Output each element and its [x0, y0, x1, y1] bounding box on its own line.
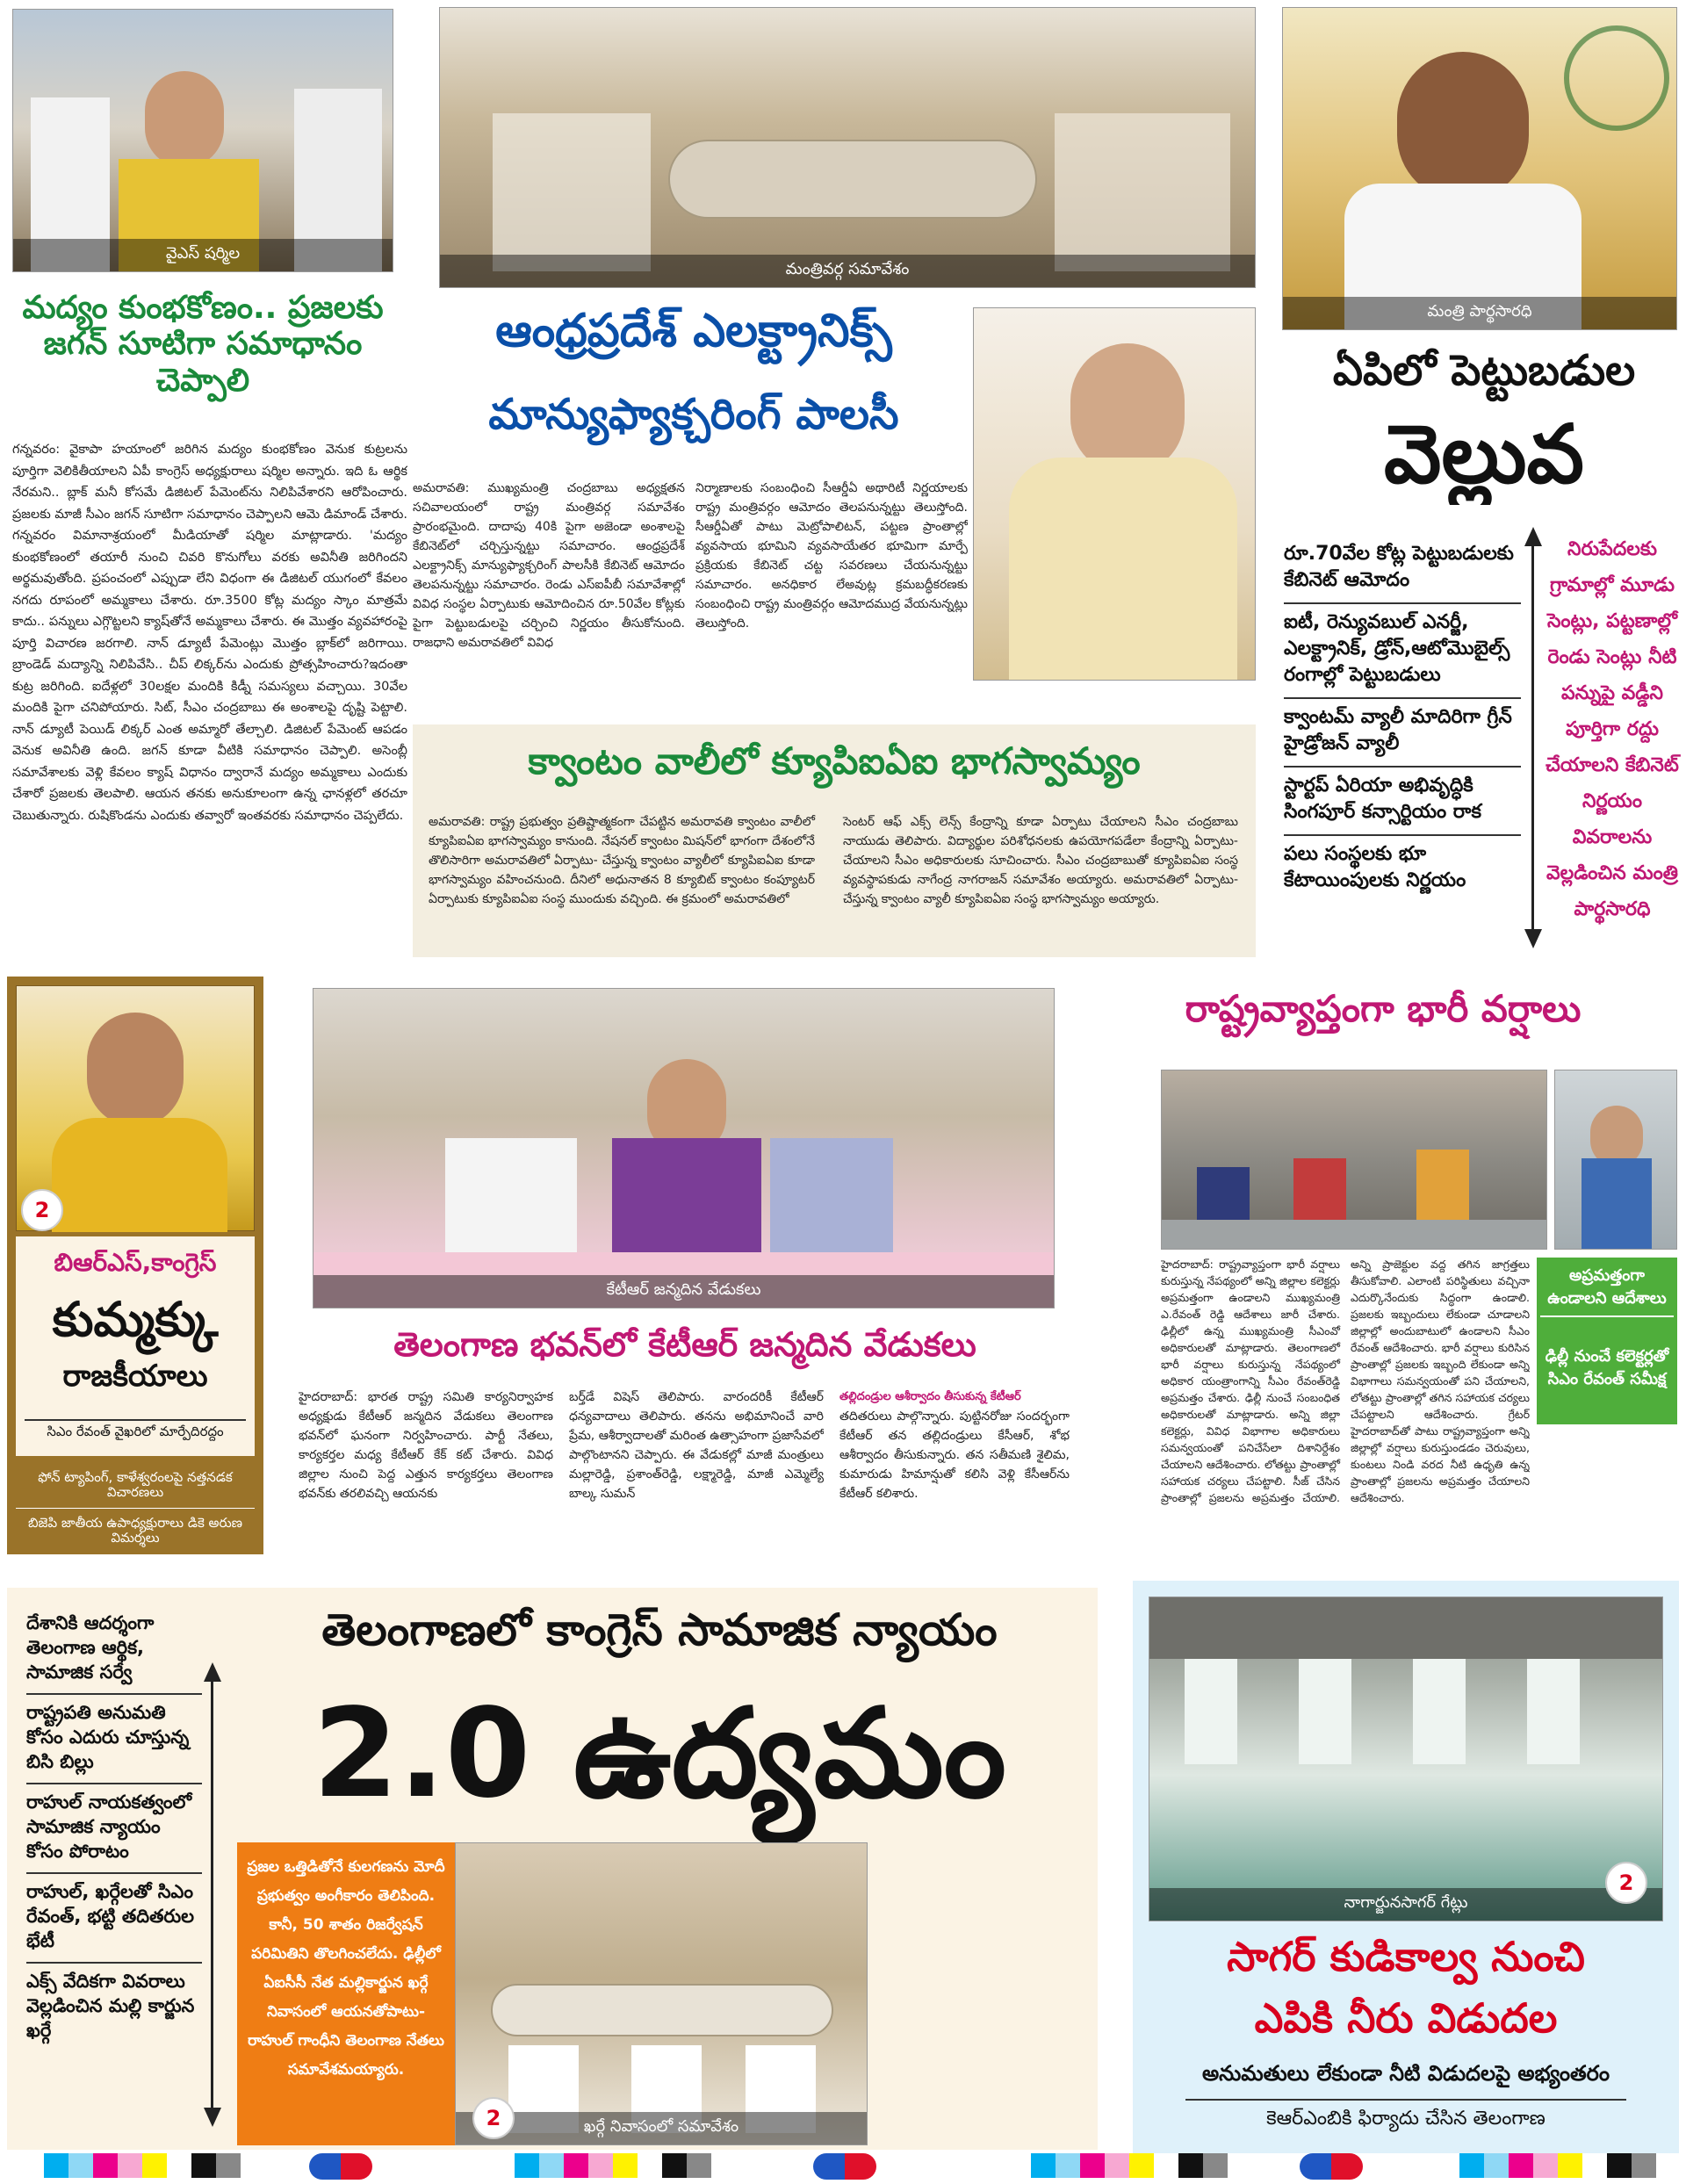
electronics-headline-2: మాన్యుఫ్యాక్చరింగ్ పాలసీ	[488, 391, 899, 439]
investment-points	[1284, 536, 1521, 957]
photo-caption: నాగార్జునసాగర్ గేట్లు	[1149, 1888, 1662, 1921]
investment-headline-1: ఏపిలో పెట్టుబడుల	[1332, 347, 1636, 395]
photo-caption: మంత్రివర్గ సమావేశం	[440, 255, 1255, 287]
brs-headline-2: కుమ్మక్కు	[52, 1292, 219, 1347]
arrow-up-icon	[1524, 527, 1542, 546]
minister-photo	[1282, 7, 1677, 330]
page-ref-badge: 2	[21, 1189, 63, 1231]
quantum-col2: సెంటర్ ఆఫ్ ఎక్స్ లెన్స్ కేంద్రాన్ని కూడా ఏర్పాటు చేయాలని సీఎం చంద్రబాబు నాయుడు తెలిపారు. విద్యార్థుల పరిశోధనలకు ఉపయోగపడేలా కేంద్రాన్ని ఏర్పాటు- చేయాలని సీఎం అధికారులకు సూచించారు. సీఎం చంద్రబాబుతో క్యూపిఐఏఐ సంస్థ వ్యవస్థాపకుడు నాగేంద్ర నాగరాజన్ సమావేశం అయ్యారు. అమరావతిలో ఏర్పాటు- చేస్తున్న క్వాంటం వ్యాలీ క్యూపిఐఏఐ సంస్థ భాగస్వామ్యం అయ్యారు.	[843, 815, 1238, 906]
investment-point: పలు సంస్థలకు భూ కేటాయింపులకు నిర్ణయం	[1284, 843, 1466, 891]
rain-umbrella-photo	[1554, 1070, 1677, 1250]
investment-point: స్టార్టప్ ఏరియా అభివృద్ధికి సింగపూర్ కన్సార్టియం రాక	[1284, 768, 1521, 836]
page-ref-badge: 2	[472, 2097, 515, 2139]
registration-mark	[813, 2153, 876, 2180]
divider-arrow-line	[211, 1680, 213, 2110]
color-bar	[44, 2153, 241, 2178]
brs-headline-1: బిఆర్ఎస్,కాంగ్రెస్	[54, 1248, 217, 1277]
investment-point: రూ.70వేల కోట్ల పెట్టుబడులకు కేబినెట్ ఆమోదం	[1284, 536, 1521, 604]
liquor-headline: మద్యం కుంభకోణం.. ప్రజలకు జగన్ సూటిగా సమాధానం చెప్పాలి	[22, 290, 384, 399]
congress-point: ఎక్స్ వేదికగా వివరాలు వెల్లడించిన మల్లి కార్జున ఖర్గే	[26, 1971, 195, 2041]
quantum-section	[413, 724, 1256, 957]
color-bar	[515, 2153, 711, 2178]
brs-headline-3: రాజకీయాలు	[62, 1359, 208, 1394]
rains-body: హైదరాబాద్: రాష్ట్రవ్యాప్తంగా భారీ వర్షాలు కురుస్తున్న నేపథ్యంలో అన్ని జిల్లాల కలెక్టర్లు అప్రమత్తంగా ఉండాలని ముఖ్యమంత్రి ఎ.రేవంత్ రెడ్డి ఆదేశాలు జారీ చేశారు. ఢిల్లీలో ఉన్న ముఖ్యమంత్రి సీఎంవో అధికారులతో మాట్లాడారు. తెలంగాణలో భారీ వర్షాలు కురుస్తున్న నేపథ్యంలో అధికార యంత్రాంగాన్ని సీఎం రేవంత్‌రెడ్డి అప్రమత్తం చేశారు. ఢిల్లీ నుంచే సంబంధిత అధికారులతో మాట్లాడారు. అన్ని జిల్లా కలెక్టర్లు, వివిధ విభాగాల అధికారులు సమన్వయంతో పనిచేసేలా దిశానిర్దేశం చేయాలని ఆదేశించారు. లోతట్టు ప్రాంతాల్లో సహాయక చర్యలు చేపట్టాలి. సీజ్ చేసిన ప్రాంతాల్లో ప్రజలను అప్రమత్తం చేయాలి. అన్ని ప్రాజెక్టుల వద్ద తగిన జాగ్రత్తలు తీసుకోవాలి. ఎలాంటి పరిస్థితులు వచ్చినా ఎదుర్కొనేందుకు సిద్ధంగా ఉండాలి. ప్రజలకు ఇబ్బందులు లేకుండా చూడాలని జిల్లాల్లో అందుబాటులో ఉండాలని సీఎం రేవంత్ ఆదేశించారు. భారీ వర్షాలు కురిసిన ప్రాంతాల్లో ప్రజలకు ఇబ్బంది లేకుండా అన్ని విభాగాలు సమన్వయంతో పని చేయాలని, లోతట్టు ప్రాంతాల్లో తగిన సహాయక చర్యలు చేపట్టాలని ఆదేశించారు. గ్రేటర్ హైదరాబాద్‌తో పాటు రాష్ట్రవ్యాప్తంగా అన్ని జిల్లాల్లో వర్షాలు కురుస్తుండడం చెరువులు, కుంటలు నిండి వరద నీటి ఉధృతి ఉన్న ప్రాంతాల్లో ప్రజలను అప్రమత్తం చేయాలని ఆదేశించారు.	[1161, 1258, 1530, 1504]
color-bar	[1031, 2153, 1228, 2178]
rain-flood-photo	[1161, 1070, 1547, 1250]
investment-headline-2: వెల్లువ	[1384, 408, 1584, 501]
sagar-dam-photo	[1149, 1597, 1663, 1921]
quantum-col1: అమరావతి: రాష్ట్ర ప్రభుత్వం ప్రతిష్టాత్మకంగా చేపట్టిన అమరావతి క్వాంటం వాలీలో క్యూపిఐఏఐ భాగస్వామ్యం కానుంది. నేషనల్ క్వాంటం మిషన్‌లో భాగంగా దేశంలోనే తొలిసారిగా అమరావతిలో ఏర్పాటు- చేస్తున్న క్వాంటం వ్యాలీలో క్యూపిఐఏఐ కూడా భాగస్వామ్యం వహించనుంది. దీనిలో అధునాతన 8 క్యూబిట్ క్వాంటం కంప్యూటర్ ఏర్పాటుకు క్యూపిఐఏఐ సంస్థ ముందుకు వచ్చింది. ఈ క్రమంలో అమరావతిలో	[429, 815, 815, 906]
investment-point: ఐటీ, రెన్యువబుల్ ఎనర్జీ, ఎలక్ట్రానిక్, డ్రోన్,ఆటోమొబైల్స్ రంగాల్లో పెట్టుబడులు	[1284, 604, 1521, 699]
congress-point: రాహుల్, ఖర్గేలతో సిఎం రేవంత్, భట్టి తదితరుల భేటీ	[26, 1874, 202, 1964]
brs-point: బిజెపి జాతీయ ఉపాధ్యక్షురాలు డికె అరుణ విమర్శలు	[27, 1515, 243, 1546]
investment-side: నిరుపేదలకు గ్రామాల్లో మూడు సెంట్లు, పట్టణాల్లో రెండు సెంట్లు నీటి పన్నుపై వడ్డీని పూర్తిగా రద్దు చేయాలని కేబినెట్ నిర్ణయం వివరాలను వెల్లడించిన మంత్రి పార్థసారధి	[1546, 538, 1679, 920]
brs-point: ఫోన్ ట్యాపింగ్, కాళేశ్వరంలపై నత్తనడక విచారణలు	[16, 1470, 255, 1509]
photo-caption: కేటీఆర్ జన్మదిన వేడుకలు	[313, 1275, 1054, 1308]
photo-caption: వైఎస్ షర్మిల	[13, 239, 393, 271]
registration-mark	[309, 2153, 372, 2180]
congress-points	[26, 1605, 202, 2141]
quantum-headline: క్వాంటం వాలీలో క్యూపిఐఏఐ భాగస్వామ్యం	[528, 739, 1141, 782]
ktr-birthday-photo	[313, 988, 1055, 1308]
congress-point: రాష్ట్రపతి అనుమతి కోసం ఎదురు చూస్తున్న బిసి బిల్లు	[26, 1695, 202, 1784]
congress-headline-1: తెలంగాణలో కాంగ్రెస్ సామాజిక న్యాయం	[321, 1604, 998, 1655]
ktr-col3	[839, 1388, 1070, 1554]
ktr-col3-text: తదితరులు పాల్గొన్నారు. పుట్టినరోజు సందర్భంగా కేటీఆర్ తన తల్లిదండ్రులు కేసీఆర్, శోభ ఆశీర్వాదం తీసుకున్నారు. తన సతీమణి శైలిమ, కుమారుడు హిమాన్షుతో కలిసి వెళ్లి కేసీఆర్‌ను కేటీఆర్ కలిశారు.	[839, 1409, 1070, 1501]
brs-point: సిఎం రేవంత్ వైఖరిలో మార్పేదిరద్దం	[47, 1424, 224, 1439]
sagar-sub2: కెఆర్ఎంబికి ఫిర్యాదు చేసిన తెలంగాణ	[1266, 2108, 1546, 2130]
ktr-col2: బర్త్‌డే విషెస్ తెలిపారు. వారందరికీ కేటీఆర్ ధన్యవాదాలు తెలిపారు. తనను అభిమానించే వారి ప్రేమ, ఆశీర్వాదాలతో మరింత ఉత్సాహంగా ప్రజాసేవలో పాల్గొంటానని చెప్పారు. ఈ వేడుకల్లో మాజీ మంత్రులు మల్లారెడ్డి, ప్రశాంత్‌రెడ్డి, లక్ష్మారెడ్డి, మాజీ ఎమ్మెల్యే బాల్క సుమన్	[569, 1390, 824, 1501]
arrow-up-icon	[204, 1662, 221, 1682]
registration-mark	[1300, 2153, 1363, 2180]
electronics-col1: అమరావతి: ముఖ్యమంత్రి చంద్రబాబు అధ్యక్షతన సచివాలయంలో రాష్ట్ర మంత్రివర్గ సమావేశం ప్రారంభమైంది. దాదాపు 40కి పైగా అజెండా అంశాలపై కేబినెట్‌లో చర్చిస్తున్నట్టు సమాచారం. ఆంధ్రప్రదేశ్ ఎలక్ట్రానిక్స్ మాన్యుఫ్యాక్చరింగ్ పాలసీకి కేబినెట్ ఆమోదం తెలపనున్నట్టు సమాచారం. రెండు ఎస్ఐపీబీ సమావేశాల్లో వివిధ సంస్థల ఏర్పాటుకు ఆమోదించిన రూ.50వేల కోట్లకు పైగా పెట్టుబడులపై చర్చించి నిర్ణయం తీసుకోనుంది. రాజధాని అమరావతిలో వివిధ	[413, 481, 685, 650]
kharge-meeting-photo	[455, 1842, 868, 2145]
sagar-sub: అనుమతులు లేకుండా నీటి విడుదలపై అభ్యంతరం	[1201, 2061, 1610, 2086]
brs-headline-box	[16, 1236, 255, 1456]
congress-note-box	[237, 1842, 455, 2145]
chief-minister-photo	[973, 307, 1256, 681]
congress-note: ప్రజల ఒత్తిడితోనే కులగణను మోదీ ప్రభుత్వం అంగీకారం తెలిపింది. కానీ, 50 శాతం రిజర్వేషన్ పరిమితిని తొలగించలేదు. ఢిల్లీలో ఏఐసీసీ నేత మల్లికార్జున ఖర్గే నివాసంలో ఆయనతోపాటు- రాహుల్ గాంధీని తెలంగాణ నేతలు సమావేశమయ్యారు.	[247, 1858, 445, 2079]
congress-point: రాహుల్ నాయకత్వంలో సామాజిక న్యాయం కోసం పోరాటం	[26, 1784, 202, 1874]
ktr-col3-lead	[839, 1388, 1070, 1503]
rains-box-item: ఢిల్లీ నుంచే కలెక్టర్లతో సిఎం రేవంత్ సమీక్ష	[1545, 1347, 1669, 1388]
ktr-col1: హైదరాబాద్: భారత రాష్ట్ర సమితి కార్యనిర్వాహక అధ్యక్షుడు కేటీఆర్ జన్మదిన వేడుకలు తెలంగాణ భవన్‌లో ఘనంగా నిర్వహించారు. పార్టీ నేతలు, కార్యకర్తల మధ్య కేటీఆర్ కేక్ కట్ చేశారు. వివిధ జిల్లాల నుంచి పెద్ద ఎత్తున కార్యకర్తలు తెలంగాణ భవన్‌కు తరలివచ్చి ఆయనకు	[299, 1390, 553, 1501]
investment-point: క్వాంటమ్ వ్యాలీ మాదిరిగా గ్రీన్ హైడ్రోజన్ వ్యాలీ	[1284, 699, 1521, 768]
photo-caption: మంత్రి పార్థసారధి	[1283, 297, 1676, 329]
electronics-headline-1: ఆంధ్రప్రదేశ్ ఎలక్ట్రానిక్స్	[495, 306, 892, 357]
congress-section	[7, 1588, 1098, 2150]
electronics-col2: నిర్మాణాలకు సంబంధించి సీఆర్డీఏ అథారిటీ నిర్ణయాలకు రాష్ట్ర మంత్రివర్గం ఆమోదం తెలపనున్నట్టు తెలుస్తోంది. సీఆర్డీఏతో పాటు మెట్రోపాలిటన్, పట్టణ ప్రాంతాల్లో వ్యవసాయ భూమిని వ్యవసాయేతర భూమిగా మార్పే ప్రక్రియకు కేబినెట్ చట్ట సవరణలు చేయనున్నట్టు సమాచారం. అనధికార లేఅవుట్ల క్రమబద్ధీకరణకు సంబంధించి రాష్ట్ర మంత్రివర్గం ఆమోదముద్ర వేయనున్నట్లు తెలుస్తోంది.	[695, 481, 968, 631]
arrow-down-icon	[204, 2108, 221, 2127]
arrow-down-icon	[1524, 929, 1542, 948]
sagar-headline-2: ఎపికి నీరు విడుదల	[1254, 1994, 1558, 2042]
rains-box-item: అప్రమత్తంగా ఉండాలని ఆదేశాలు	[1540, 1265, 1674, 1317]
liquor-body: గన్నవరం: వైకాపా హయాంలో జరిగిన మద్యం కుంభకోణం వెనుక కుట్రలను పూర్తిగా వెలికితీయాలని ఏపీ కాంగ్రెస్ అధ్యక్షురాలు షర్మిల అన్నారు. ఇది ఓ ఆర్థిక నేరమని.. బ్లాక్ మనీ కోసమే డిజిటల్ పేమెంట్‌ను నిలిపివేశారని ఆరోపించారు. ప్రజలకు మాజీ సీఎం జగన్ సూటిగా సమాధానం చెప్పాలని ఆమె డిమాండ్ చేశారు. గన్నవరం విమానాశ్రయంలో మీడియాతో షర్మిల మాట్లాడారు. 'మద్యం కుంభకోణంలో తయారీ నుంచి చివరి కొనుగోలు వరకు అవినీతి జరిగిందని అర్థమవుతోంది. ప్రపంచంలో ఎప్పుడా లేని విధంగా ఈ డిజిటల్ యుగంలో కేవలం నగదు రూపంలో అమ్మకాలు చేశారు. రూ.3500 కోట్ల మద్యం స్కాం మాత్రమే కాదు.. పన్నులు ఎగ్గొట్టలని క్యాష్‌తోనే అమ్మకాలు చేశారు. ఈ మొత్తం వ్యవహారంపై పూర్తి విచారణ జరగాలి. నాన్ డ్యూటీ పేమెంట్లు మొత్తం బ్లాక్‌లో జరిగాయి. బ్రాండెడ్ మద్యాన్ని నిలిపివేసి.. చీప్ లిక్కర్‌ను ఎందుకు ప్రోత్సహించారు?ఇదంతా కుట్ర జరిగింది. ఐదేళ్లలో 30లక్షల మందికి కిడ్నీ సమస్యలు వచ్చాయి. 30వేల మందికి పైగా చనిపోయారు. సిట్, సీఎం చంద్రబాబు ఈ అంశాలపై దృష్టి పెట్టాలి. నాన్ డ్యూటీ పెయిడ్ లిక్కర్ ఎంత అమ్మారో తేల్చాలి. డిజిటల్ పేమెంట్ ఆపడం వెనుక అవినీతి ఉంది. జగన్ కూడా వీటికి సమాధానం చెప్పాలి. అసెంబ్లీ సమావేశాలకు వెళ్లి కేవలం క్యాష్ విధానం ద్వారానే మద్యం అమ్మకాలు ఎందుకు చేశారో ప్రజలకు తెలపాలి. ఆయన తనకు అనుకూలంగా ఉన్న ఛానళ్లలో తరచూ చెబుతున్నారు. రుషికొండను ఎందుకు తవ్వారో ఇంతవరకు సమాధానం చెప్పలేదు.	[12, 443, 407, 823]
cabinet-meeting-photo	[439, 7, 1256, 288]
sagar-section	[1133, 1581, 1679, 2153]
sharmila-photo	[12, 9, 393, 272]
ktr-headline: తెలంగాణ భవన్‌లో కేటీఆర్ జన్మదిన వేడుకలు	[393, 1326, 976, 1364]
ktr-col3-title: తల్లిదండ్రుల ఆశీర్వాదం తీసుకున్న కేటీఆర్	[839, 1390, 1021, 1403]
photo-caption: ఖర్గే నివాసంలో సమావేశం	[456, 2112, 867, 2144]
page-ref-badge: 2	[1605, 1862, 1647, 1904]
congress-headline-2: 2.0 ఉద్యమం	[313, 1683, 1006, 1826]
rains-alert-box	[1537, 1258, 1677, 1424]
rains-headline: రాష్ట్రవ్యాప్తంగా భారీ వర్షాలు	[1185, 988, 1582, 1030]
divider-arrow-line	[1531, 544, 1534, 931]
brs-panel	[7, 977, 263, 1554]
color-bar	[1459, 2153, 1656, 2178]
congress-point: దేశానికి ఆదర్శంగా తెలంగాణ ఆర్థిక, సామాజిక సర్వే	[26, 1605, 202, 1695]
sagar-headline-1: సాగర్ కుడికాల్వ నుంచి	[1227, 1933, 1585, 1980]
